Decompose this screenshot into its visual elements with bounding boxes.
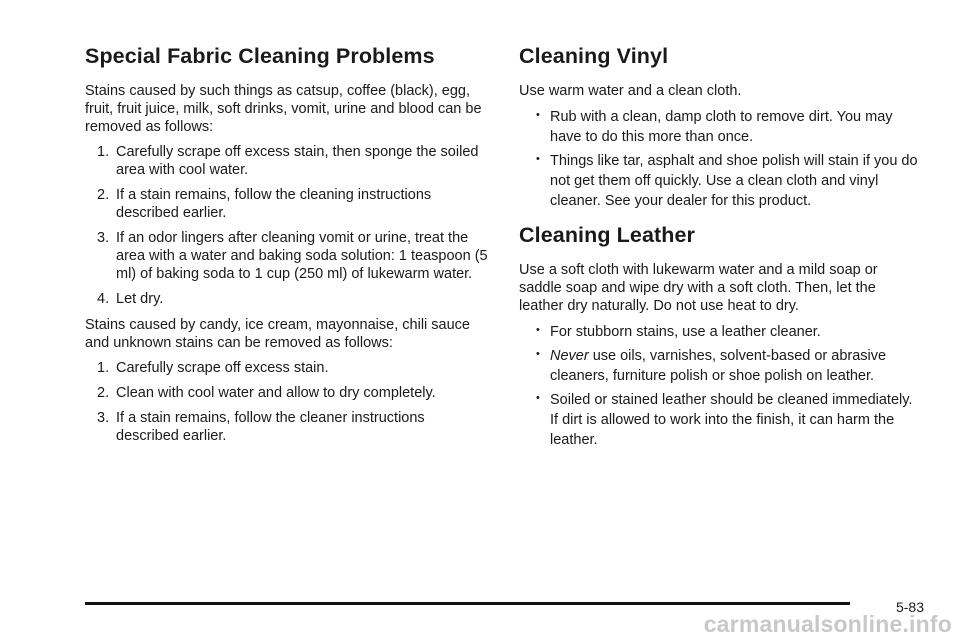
list-item: 2. If a stain remains, follow the cleaning instructions described earlier. [97,187,432,221]
vinyl-intro: Use warm water and a clean cloth. [519,83,742,99]
steps-list-2 [85,359,490,445]
section-title-cleaning-leather: Cleaning Leather [519,223,696,247]
watermark: carmanualsonline.info [703,611,952,637]
bullet-icon: • [536,348,540,360]
leather-intro: Use a soft cloth with lukewarm water and a mild soap or saddle soap and wipe dry with a soft cloth. Then, let the leather dry naturally. Do not use heat to dry. [519,262,878,314]
leather-bullets [519,322,924,450]
bullet-icon: • [536,392,540,404]
list-item: 4. Let dry. [97,291,164,307]
intro-paragraph-1: Stains caused by such things as catsup, coffee (black), egg, fruit, fruit juice, milk, soft drinks, vomit, urine and blood can be removed as follows: [85,83,482,135]
list-item: 1. Carefully scrape off excess stain. [97,360,329,376]
list-item: 2. Clean with cool water and allow to dry completely. [97,385,436,401]
left-column [85,40,490,453]
list-item: • Never use oils, varnishes, solvent-based or abrasive cleaners, furniture polish or shoe polish on leather. [536,348,887,384]
vinyl-bullets [519,107,924,211]
section-title-special-fabric: Special Fabric Cleaning Problems [85,44,435,68]
list-item: 1. Carefully scrape off excess stain, then sponge the soiled area with cool water. [97,144,479,178]
list-item: • Soiled or stained leather should be cleaned immediately. If dirt is allowed to work into the finish, it can harm the leather. [536,392,913,448]
intro-paragraph-2: Stains caused by candy, ice cream, mayonnaise, chili sauce and unknown stains can be removed as follows: [85,317,470,351]
list-item: • For stubborn stains, use a leather cleaner. [536,324,821,340]
list-item: • Things like tar, asphalt and shoe polish will stain if you do not get them off quickly. Use a clean cloth and vinyl cleaner. See your dealer for this product. [536,153,918,209]
never-emphasis: Never [550,348,589,364]
right-column [519,40,924,458]
page-number: 5-83 [895,599,924,615]
list-item: • Rub with a clean, damp cloth to remove dirt. You may have to do this more than once. [536,109,893,145]
footer-rule [85,602,850,605]
bullet-icon: • [536,153,540,165]
bullet-icon: • [536,324,540,336]
section-title-cleaning-vinyl: Cleaning Vinyl [519,44,669,68]
list-item: 3. If a stain remains, follow the cleaner instructions described earlier. [97,410,425,444]
steps-list-1 [85,143,490,308]
list-item: 3. If an odor lingers after cleaning vomit or urine, treat the area with a water and baking soda solution: 1 teaspoon (5 ml) of baking soda to 1 cup (250 ml) of lukewarm water. [97,230,488,282]
bullet-icon: • [536,109,540,121]
